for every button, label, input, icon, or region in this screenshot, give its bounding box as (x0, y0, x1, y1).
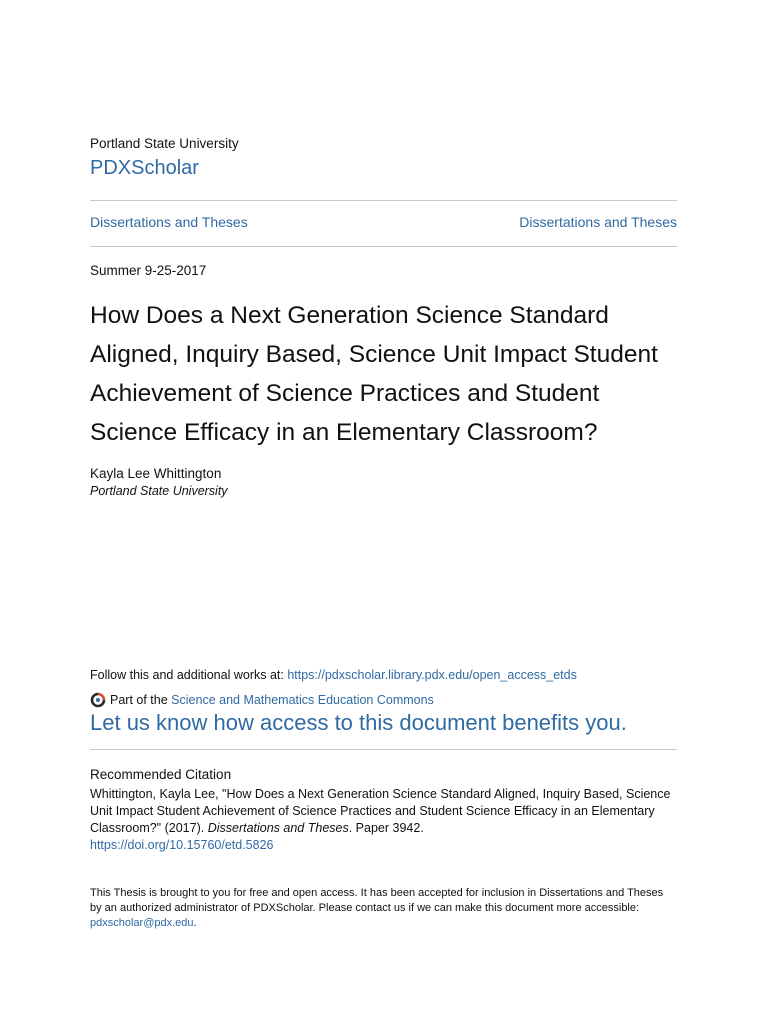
series-link-left[interactable]: Dissertations and Theses (90, 214, 248, 230)
citation-heading: Recommended Citation (90, 767, 232, 782)
contact-email-link[interactable]: pdxscholar@pdx.edu (90, 917, 194, 929)
feedback-cta-link[interactable]: Let us know how access to this document benefits you. (90, 710, 627, 735)
institution-name: Portland State University (90, 136, 239, 151)
doi-link[interactable]: https://doi.org/10.15760/etd.5826 (90, 838, 274, 852)
divider-series (90, 246, 677, 247)
network-commons-icon (90, 692, 106, 708)
divider-citation (90, 749, 677, 750)
access-notice (90, 886, 665, 931)
notice-end: . (193, 917, 197, 929)
notice-text: This Thesis is brought to you for free and open access. It has been accepted for inclusion in Dissertations and Theses by an authorized administrator of PDXScholar. Please contact us if we can make this document more accessible: (90, 887, 664, 914)
publication-date: Summer 9-25-2017 (90, 263, 207, 278)
series-link-right[interactable]: Dissertations and Theses (519, 214, 677, 230)
citation-text: Whittington, Kayla Lee, "How Does a Next Generation Science Standard Aligned, Inquiry Based, Science Unit Impact Student Achievement of Science Practices and Student Science Efficacy in an Elementary Classroom?" (2017). (90, 787, 671, 835)
document-title: How Does a Next Generation Science Standard Aligned, Inquiry Based, Science Unit Impact Student Achievement of Science Practices and Student Science Efficacy in an Elementary Classroom? (90, 302, 658, 446)
follow-prefix: Follow this and additional works at: (90, 668, 288, 682)
author-name: Kayla Lee Whittington (90, 466, 222, 481)
follow-url-link[interactable]: https://pdxscholar.library.pdx.edu/open_access_etds (287, 668, 577, 682)
commons-link[interactable]: Science and Mathematics Education Commons (171, 693, 434, 707)
repository-link[interactable]: PDXScholar (90, 157, 199, 179)
divider-top (90, 200, 677, 201)
author-affiliation: Portland State University (90, 484, 228, 498)
follow-line (90, 668, 577, 682)
citation-body (90, 786, 680, 837)
citation-journal: Dissertations and Theses (207, 821, 349, 835)
part-of-line (90, 692, 434, 708)
citation-paper: . Paper 3942. (348, 821, 424, 835)
part-of-prefix: Part of the (110, 693, 168, 707)
